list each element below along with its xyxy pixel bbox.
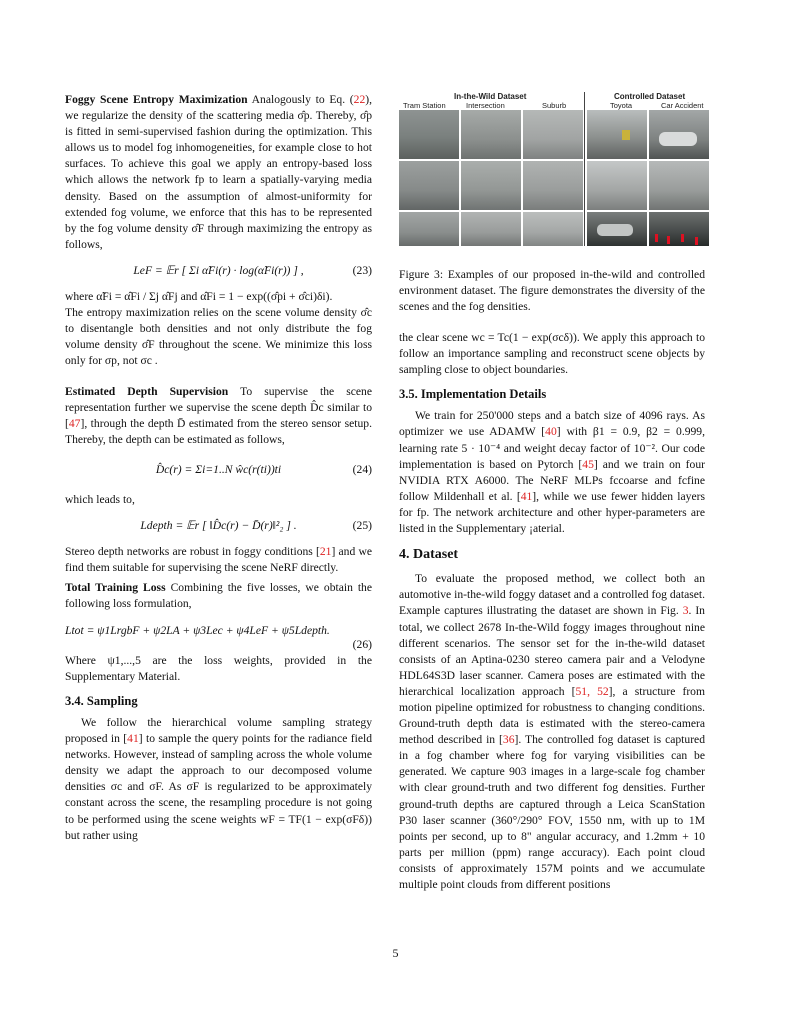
figure-col-label-5: Car Accident [661, 101, 704, 110]
impl-text-4: ], while we use fewer hidden layers for fp. The network architecture and other hyper-parameters are listed in the Supplementary ¡aterial. [399, 489, 705, 536]
figure-group-title-controlled: Controlled Dataset [614, 92, 686, 101]
entropy-paragraph: The entropy maximization relies on the scene volume density σ̂c to disentangle both densities and not only distribute the fog volume density σ̂F throughout the scene. We minimize this loss only for σp, not σc . [65, 306, 372, 368]
foggy-image [461, 212, 521, 246]
stereo-paragraph [65, 544, 372, 576]
ref-link-22[interactable]: 22 [353, 93, 366, 106]
sampling-text-2: ] to sample the query points for the radiance field networks. However, instead of sampling across the whole volume density we adapt the approach to our decomposed volume densities σc and σF. As σF is regularized to be approximately constant across the scene, the resampling procedure is not going to be performed using the scene weights wF = TF(1 − exp(σFδ)) but rather using [65, 732, 372, 842]
depth-paragraph [65, 384, 372, 448]
where-line-1: where α̃Fi = α̂Fi / Σj α̂Fj and α̂Fi = 1 − exp((σ̂pi + σ̂ci)δi). [65, 290, 333, 304]
fog-chamber-image [587, 161, 647, 210]
right-column [399, 330, 705, 893]
page-number: 5 [392, 946, 399, 960]
equation-25-expr: Ldepth = 𝔼r [ ‖D̂c(r) − D̄(r)‖²₂ ] . [140, 519, 297, 533]
foggy-image [399, 110, 459, 159]
equation-26-number: (26) [352, 637, 372, 651]
car-shape [597, 224, 633, 236]
fog-chamber-image [649, 212, 709, 246]
equation-26-expr: Ltot = ψ1LrgbF + ψ2LA + ψ3Lec + ψ4LeF + ψ5Ldepth. [65, 623, 330, 637]
section-heading-dataset: 4. Dataset [399, 547, 459, 563]
ref-link-47[interactable]: 47 [68, 416, 81, 430]
equation-24-number: (24) [352, 462, 372, 476]
total-loss-text: Combining the five losses, we obtain the following loss formulation, [65, 581, 373, 611]
total-loss-heading: Total Training Loss [65, 581, 166, 595]
section-heading-sampling: 3.4. Sampling [65, 693, 138, 708]
equation-24 [65, 462, 372, 478]
dataset-text-4: ]. The controlled fog dataset is captured in a fog chamber where fog for varying visibilities can be generated. We capture 903 images in a large-scale fog chamber with clear ground-truth and two different fog densities. Further ground-truth depths are captured through a Leica ScanStation P30 laser scanner (360°/290° FOV, 1550 nm, with up to 1M points per second, up to 8" angular accuracy, and 1.2mm + 10 parts per million (ppm) range accuracy). Each point cloud consists of approximately 157M points and we accumulate multiple point clouds from different positions [399, 733, 705, 891]
ref-link-40[interactable]: 40 [545, 425, 557, 439]
foggy-image [399, 161, 459, 210]
dataset-text-2: . In total, we collect 2678 In-the-Wild foggy images throughout nine different scenarios. The sensor set for the in-the-wild dataset consists of an Aptina-0230 stereo camera pair and a Velodyne HDL64S3D laser scanner. Camera poses are estimated with the hierarchical localization approach [ [399, 604, 705, 698]
equation-23-number: (23) [352, 263, 372, 277]
sampling-paragraph [65, 715, 372, 844]
ref-link-21[interactable]: 21 [319, 545, 332, 559]
equation-23 [65, 263, 372, 279]
left-column [65, 92, 372, 844]
fog-chamber-image [649, 110, 709, 159]
where-line-2: Where ψ1,...,5 are the loss weights, provided in the Supplementary Material. [65, 653, 372, 683]
equation-24-expr: D̂c(r) = Σi=1..N ŵc(r(ti))ti [155, 462, 282, 476]
fog-chamber-image [649, 161, 709, 210]
equation-25 [65, 518, 372, 534]
ref-link-41[interactable]: 41 [127, 732, 139, 746]
ref-link-45[interactable]: 45 [582, 457, 594, 471]
equation-23-expr: LeF = 𝔼r [ Σi α̃Fi(r) · log(α̃Fi(r)) ] , [133, 263, 304, 277]
figure-group-title-wild: In-the-Wild Dataset [454, 92, 527, 101]
depth-heading: Estimated Depth Supervision [65, 384, 229, 398]
implementation-paragraph [399, 408, 705, 537]
foggy-image [461, 110, 521, 159]
fig-link-3[interactable]: 3 [682, 604, 689, 618]
red-marker [695, 237, 698, 245]
figure-divider [584, 92, 585, 246]
figure-col-label-1: Tram Station [403, 101, 446, 110]
impl-text-3: ] and we train on four NVIDIA RTX A6000. The NeRF MLPs fccoarse and fcfine follow Mildenhall et al. [ [399, 457, 705, 503]
fog-chamber-image [587, 212, 647, 246]
figure-col-label-3: Suburb [542, 101, 567, 110]
dataset-text-1: To evaluate the proposed method, we collect both an automotive in-the-wild foggy dataset and a controlled fog dataset. Example captures illustrating the dataset are shown in Fig. [399, 572, 705, 618]
foggy-text-2: ), we regularize the density of the scattering media σ̂p. Thereby, σ̂p is fitted in semi-supervised fashion during the optimization. This allows us to model fog inhomogeneities, for example close to hot surfaces. To achieve this goal we apply an entropy-based loss which allows the network fp to learn a spatially-varying media density. Based on the assumption of almost-uniformity for extended fog volume, we enforce that this has to be represented by the fog volume density σ̂F through maximizing the entropy as follows, [65, 93, 373, 251]
ref-link-41b[interactable]: 41 [520, 489, 533, 503]
car-shape [659, 132, 697, 146]
foggy-paragraph [65, 92, 372, 253]
foggy-heading: Foggy Scene Entropy Maximization [65, 93, 248, 106]
total-loss-paragraph [65, 580, 372, 612]
dataset-text-3: ], a structure from motion pipeline optimized for robustness to changing conditions. Ground-truth depth data is estimated with the stereo-camera method described in [ [399, 684, 705, 747]
foggy-image [523, 161, 583, 210]
dataset-paragraph [399, 571, 705, 893]
impl-text-1: We train for 250'000 steps and a batch size of 4096 rays. As optimizer we use ADAMW [ [399, 409, 705, 439]
clear-scene-paragraph: the clear scene wc = Tc(1 − exp(σcδ)). We apply this approach to follow an importance sampling and reconstruct scene objects by sampling close to object boundaries. [399, 331, 705, 377]
figure-col-label-4: Toyota [610, 101, 633, 110]
foggy-image [523, 212, 583, 246]
equation-26 [65, 623, 372, 639]
foggy-image [523, 110, 583, 159]
yellow-object [622, 130, 630, 140]
foggy-image [461, 161, 521, 210]
ref-link-36[interactable]: 36 [502, 733, 515, 747]
stereo-text-2: ] and we find them suitable for supervising the scene NeRF directly. [65, 545, 372, 575]
leads-to-text: which leads to, [65, 492, 135, 506]
red-marker [667, 236, 670, 244]
depth-text-1: To supervise the scene representation further we supervise the scene depth D̂c similar to [ [65, 384, 372, 430]
foggy-text-1: Analogously to Eq. ( [251, 93, 354, 106]
depth-text-2: ], through the depth D̄ estimated from the stereo sensor setup. Thereby, the depth can be estimated as follows, [65, 416, 372, 446]
red-marker [681, 234, 684, 242]
section-heading-implementation: 3.5. Implementation Details [399, 387, 547, 402]
foggy-image [399, 212, 459, 246]
red-marker [655, 234, 658, 242]
impl-text-2: ] with β1 = 0.9, β2 = 0.999, learning rate 5 · 10⁻⁴ and weight decay factor of 10⁻². Our code implementation is based on Pytorch [ [399, 425, 706, 471]
figure-col-label-2: Intersection [466, 101, 505, 110]
fog-chamber-image [587, 110, 647, 159]
ref-link-51-52[interactable]: 51, 52 [575, 684, 609, 698]
figure-caption: Figure 3: Examples of our proposed in-the-wild and controlled environment dataset. The figure demonstrates the diversity of the scenes and the fog densities. [399, 268, 705, 314]
sampling-text-1: We follow the hierarchical volume sampling strategy proposed in [ [65, 716, 372, 746]
stereo-text-1: Stereo depth networks are robust in foggy conditions [ [65, 545, 320, 559]
equation-25-number: (25) [352, 519, 372, 533]
figure-3 [399, 92, 710, 246]
